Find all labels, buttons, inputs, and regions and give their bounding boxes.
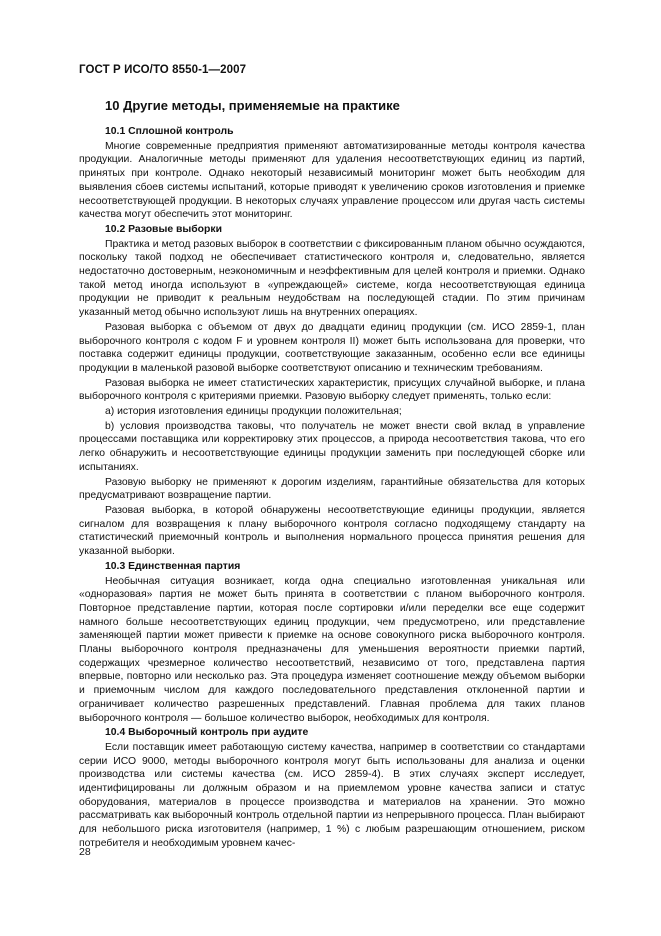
paragraph: Разовая выборка не имеет статистических характеристик, присущих случайной выборке, и плана выборочного контроля с критериями приемки. Разовую выборку следует применять, только если:	[79, 377, 585, 403]
paragraph: Необычная ситуация возникает, когда одна специально изготовленная уникальная или «одноразовая» партия не может быть принята в соответствии с планом выборочного контроля. Повторное представление партии, которая после сортировки и/или переделки все еще содержит намного больше несоответствующих единиц продукции, чем предусмотрено, или представление заменяющей партии может привести к приемке на основе совокупного риска выборочного контроля. Планы выборочного контроля предназначены для уменьшения вероятности приемки партий, содержащих чрезмерное количество несоответствий, независимо от того, представлена партия впервые, повторно или несколько раз. Эта процедура изменяет соотношение между объемом выборки и приемочным числом для каждого последовательного представления отклоненной партии и ограничивает количество разрешенных представлений. Главная проблема для таких планов выборочного контроля — большое количество выборок, необходимых для контроля.	[79, 575, 585, 724]
paragraph: Если поставщик имеет работающую систему качества, например в соответствии со стандартами серии ИСО 9000, методы выборочного контроля могут быть использованы для анализа и оценки производства или системы качества (см. ИСО 2859-4). В этих случаях эксперт исследует, идентифицированы ли должным образом и на приемлемом уровне качества записи и статус оборудования, материалов в процессе производства и материалов на хранении. Это можно рассматривать как выборочный контроль отдельной партии из непрерывного процесса. План выбирают для небольшого риска изготовителя (например, 1 %) с любым разрешающим отношением, риском потребителя и необходимым уровнем качес-	[79, 741, 585, 849]
subsection-heading: 10.3 Единственная партия	[105, 560, 241, 572]
subsection-heading: 10.1 Сплошной контроль	[105, 126, 234, 137]
paragraph: Практика и метод разовых выборок в соответствии с фиксированным планом обычно осуждаются, поскольку такой подход не обеспечивает статистического контроля и, следовательно, является недостаточно достоверным, неэкономичным и неэффективным для целей контроля и приемки. Однако такой метод иногда используют в «упреждающей» системе, когда несоответствующая единица продукции не приводит к реальным неудобствам на последующей стадии. По этим причинам указанный метод обычно используют лишь на внутренних операциях.	[79, 238, 585, 319]
section-heading: 10 Другие методы, применяемые на практике	[105, 98, 400, 113]
paragraph: Многие современные предприятия применяют автоматизированные методы контроля качества продукции. Аналогичные методы применяют для удаления несоответствующих единиц из партий, принятых при контроле. Однако некоторый независимый мониторинг может быть необходим для выявления сбоев системы испытаний, которые приводят к увеличению сроков изготовления и приемке несоответствующей продукции. В некоторых случаях управление процессом или другая часть системы качества могут обеспечить этот мониторинг.	[79, 140, 585, 221]
paragraph: b) условия производства таковы, что получатель не может внести свой вклад в управление процессами поставщика или корректировку этих процессов, а природа несоответствия такова, что его легко обнаружить и несоответствующие единицы продукции заменить при последующей сборке или испытаниях.	[79, 420, 585, 473]
paragraph: Разовая выборка с объемом от двух до двадцати единиц продукции (см. ИСО 2859-1, план выборочного контроля с кодом F и уровнем контроля II) может быть использована для проверки, что поставка содержит единицы продукции, соответствующие заказанным, особенно если все единицы продукции в маленькой разовой выборке соответствуют описанию и техническим требованиям.	[79, 321, 585, 374]
paragraph: a) история изготовления единицы продукции положительная;	[105, 406, 402, 418]
document-header: ГОСТ Р ИСО/ТО 8550-1—2007	[79, 64, 247, 76]
paragraph: Разовую выборку не применяют к дорогим изделиям, гарантийные обязательства для которых предусматривают возвращение партии.	[79, 476, 585, 502]
paragraph: Разовая выборка, в которой обнаружены несоответствующие единицы продукции, является сигналом для возвращения к плану выборочного контроля согласно подходящему стандарту на статистический приемочный контроль и выполнения нормального процесса принятия решения для указанной выборки.	[79, 504, 585, 558]
subsection-heading: 10.4 Выборочный контроль при аудите	[105, 727, 309, 739]
page-body	[79, 98, 585, 852]
subsection-heading: 10.2 Разовые выборки	[105, 223, 222, 235]
page-number: 28	[79, 846, 91, 858]
